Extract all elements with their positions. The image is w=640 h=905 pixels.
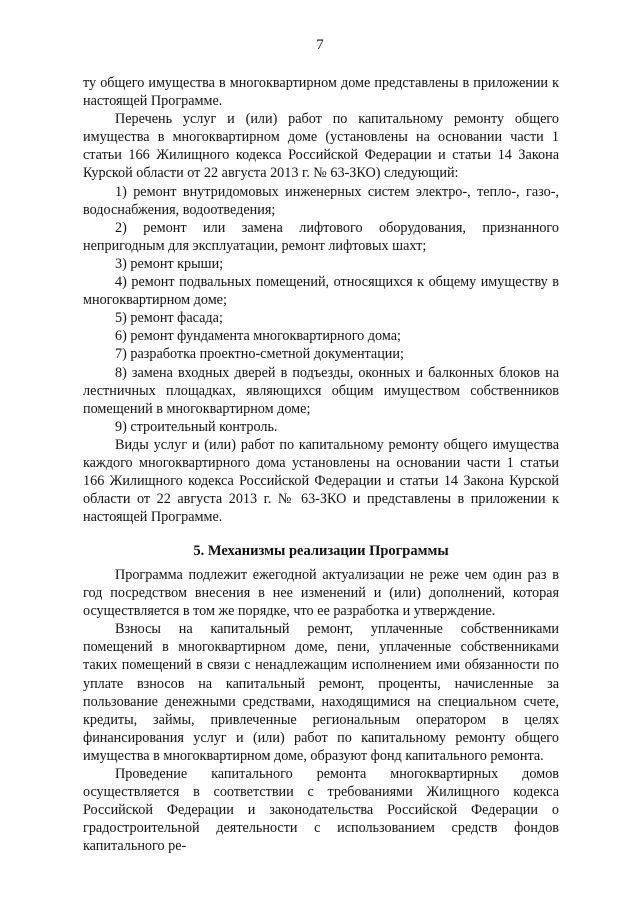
list-item: 8) замена входных дверей в подъезды, оконных и балконных блоков на лестничных площадках, являющихся общим имуществом собственников помещений в многоквартирном доме; xyxy=(83,364,559,417)
section-body xyxy=(83,566,559,856)
list-item: 2) ремонт или замена лифтового оборудования, признанного непригодным для эксплуатации, ремонт лифтовых шахт; xyxy=(83,219,559,254)
list-item: 1) ремонт внутридомовых инженерных систем электро-, тепло-, газо-, водоснабжения, водоотведения; xyxy=(83,183,559,218)
services-list-section xyxy=(83,74,559,526)
page-number: 7 xyxy=(316,37,324,53)
list-item: 3) ремонт крыши; xyxy=(115,255,224,272)
types-paragraph: Виды услуг и (или) работ по капитальному ремонту общего имущества каждого многоквартирного дома установлены на основании части 1 статьи 166 Жилищного кодекса Российской Федерации и статьи 14 Закона Курской области от 22 августа 2013 г. № 63-ЗКО и представлены в приложении к настоящей Программе. xyxy=(83,436,559,526)
body-paragraph: Проведение капитального ремонта многоквартирных домов осуществляется в соответствии с требованиями Жилищного кодекса Российской Федерации и законодательства Российской Федерации о градостроительной деятельности с использованием средств фондов капитального ре- xyxy=(83,766,559,855)
section-heading: 5. Механизмы реализации Программы xyxy=(193,543,449,559)
continuation-paragraph: ту общего имущества в многоквартирном доме представлены в приложении к настоящей Программе. xyxy=(83,75,559,110)
body-paragraph: Взносы на капитальный ремонт, уплаченные собственниками помещений в многоквартирном доме, пени, уплаченные собственниками таких помещений в связи с ненадлежащим исполнением ими обязанности по уплате взносов на капитальный ремонт, проценты, начисленные за пользование денежными средствами, находящимися на специальном счете, кредиты, займы, привлеченные региональным оператором в целях финансирования услуг и (или) работ по капитальному ремонту общего имущества в многоквартирном доме, образуют фонд капитального ремонта. xyxy=(83,621,559,764)
list-item: 5) ремонт фасада; xyxy=(115,310,223,327)
list-item: 6) ремонт фундамента многоквартирного дома; xyxy=(115,328,401,345)
list-item: 7) разработка проектно-сметной документации; xyxy=(115,346,404,363)
list-intro-paragraph: Перечень услуг и (или) работ по капитальному ремонту общего имущества в многоквартирном доме (установлены на основании части 1 статьи 166 Жилищного кодекса Российской Федерации и статьи 14 Закона Курской области от 22 августа 2013 г. № 63-ЗКО) следующий: xyxy=(83,111,559,182)
list-item: 4) ремонт подвальных помещений, относящихся к общему имуществу в многоквартирном доме; xyxy=(83,274,559,309)
list-item: 9) строительный контроль. xyxy=(115,418,278,435)
body-paragraph: Программа подлежит ежегодной актуализации не реже чем один раз в год посредством внесения в нее изменений и (или) дополнений, которая осуществляется в том же порядке, что ее разработка и утверждение. xyxy=(83,567,559,620)
